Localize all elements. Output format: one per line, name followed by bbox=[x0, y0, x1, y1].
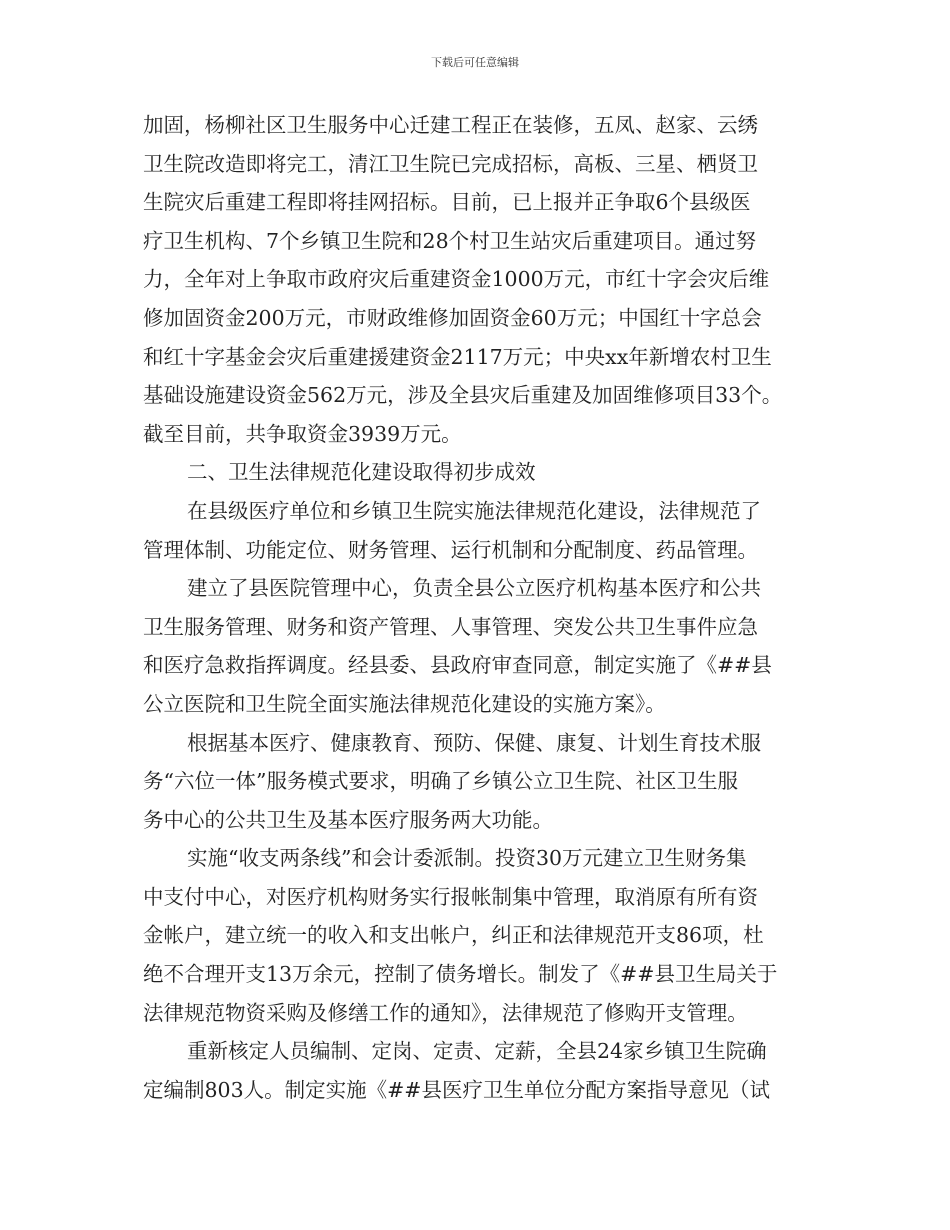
section-heading: 二、卫生法律规范化建设取得初步成效 bbox=[187, 460, 536, 485]
text-line: 中支付中心，对医疗机构财务实行报帐制集中管理，取消原有所有资 bbox=[143, 884, 758, 909]
page-header: 下载后可任意编辑 bbox=[431, 56, 519, 69]
text-line: 加固，杨柳社区卫生服务中心迁建工程正在装修，五凤、赵家、云绣 bbox=[143, 113, 758, 137]
text-line: 根据基本医疗、健康教育、预防、保健、康复、计划生育技术服 bbox=[187, 730, 761, 755]
text-line: 务中心的公共卫生及基本医疗服务两大功能。 bbox=[143, 807, 553, 832]
text-line: 重新核定人员编制、定岗、定责、定薪，全县24家乡镇卫生院确 bbox=[187, 1039, 767, 1064]
text-line: 修加固资金200万元，市财政维修加固资金60万元；中国红十字总会 bbox=[143, 305, 762, 330]
text-line: 定编制803人。制定实施《##县医疗卫生单位分配方案指导意见（试 bbox=[143, 1077, 770, 1102]
text-line: 卫生服务管理、财务和资产管理、人事管理、突发公共卫生事件应急 bbox=[143, 614, 758, 639]
text-line: 金帐户，建立统一的收入和支出帐户，纠正和法律规范开支86项，杜 bbox=[143, 923, 764, 948]
text-line: 法律规范物资采购及修缮工作的通知》，法律规范了修购开支管理。 bbox=[143, 1000, 748, 1025]
text-line: 建立了县医院管理中心，负责全县公立医疗机构基本医疗和公共 bbox=[187, 576, 761, 601]
document-body bbox=[143, 106, 811, 1109]
text-line: 截至目前，共争取资金3939万元。 bbox=[143, 421, 462, 446]
text-line: 基础设施建设资金562万元，涉及全县灾后重建及加固维修项目33个。 bbox=[143, 383, 783, 408]
text-line: 绝不合理开支13万余元，控制了债务增长。制发了《##县卫生局关于 bbox=[143, 962, 778, 987]
text-line: 和红十字基金会灾后重建援建资金2117万元；中央xx年新增农村卫生 bbox=[143, 344, 772, 369]
text-line: 公立医院和卫生院全面实施法律规范化建设的实施方案》。 bbox=[143, 691, 666, 716]
text-line: 在县级医疗单位和乡镇卫生院实施法律规范化建设，法律规范了 bbox=[187, 498, 761, 523]
text-line: 疗卫生机构、7个乡镇卫生院和28个村卫生站灾后重建项目。通过努 bbox=[143, 228, 757, 253]
text-line: 实施“收支两条线”和会计委派制。投资30万元建立卫生财务集 bbox=[187, 846, 747, 871]
text-line: 生院灾后重建工程即将挂网招标。目前，已上报并正争取6个县级医 bbox=[143, 190, 751, 215]
text-line: 和医疗急救指挥调度。经县委、县政府审查同意，制定实施了《##县 bbox=[143, 653, 772, 678]
text-line: 力，全年对上争取市政府灾后重建资金1000万元，市红十字会灾后维 bbox=[143, 267, 770, 292]
text-line: 管理体制、功能定位、财务管理、运行机制和分配制度、药品管理。 bbox=[143, 537, 758, 562]
text-line: 务“六位一体”服务模式要求，明确了乡镇公立卫生院、社区卫生服 bbox=[143, 769, 738, 794]
text-line: 卫生院改造即将完工，清江卫生院已完成招标，高板、三星、栖贤卫 bbox=[143, 151, 758, 176]
